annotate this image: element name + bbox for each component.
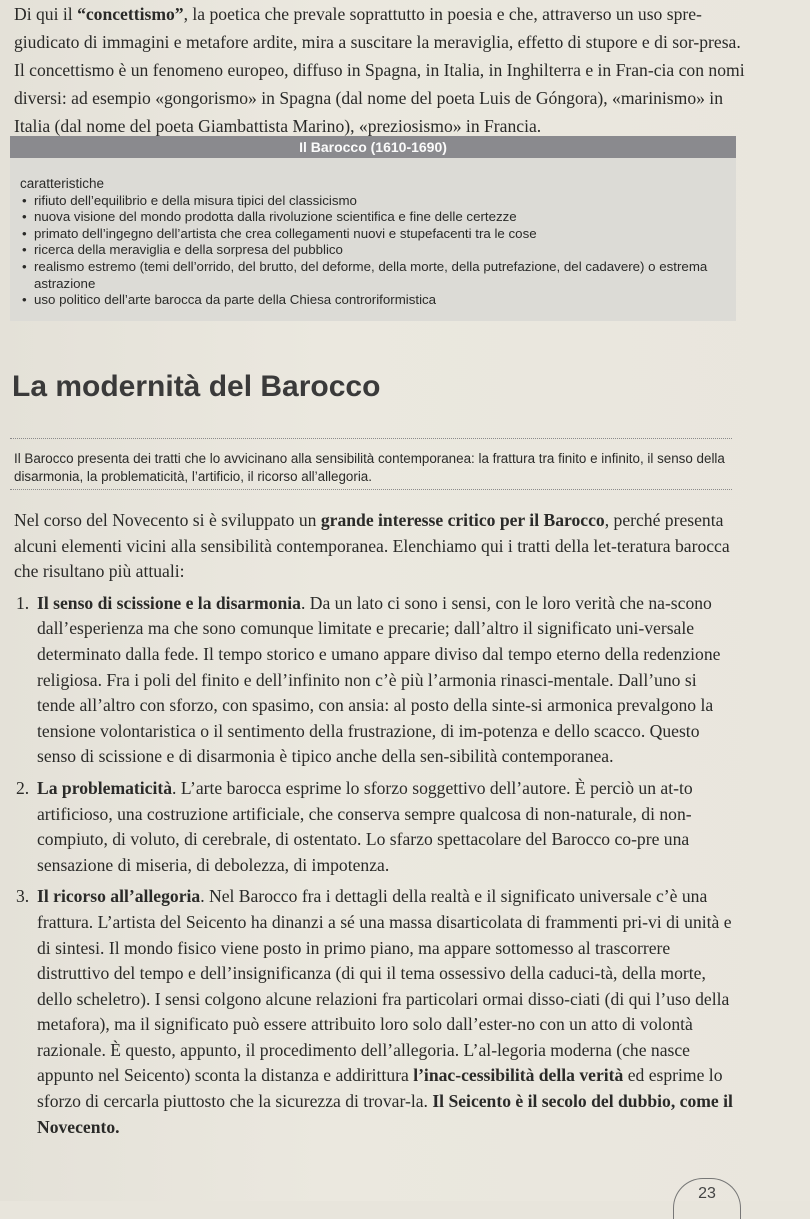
barocco-box xyxy=(10,136,736,321)
body-bold: grande interesse critico per il Barocco xyxy=(320,510,605,530)
item-title: Il senso di scissione e la disarmonia xyxy=(37,592,301,613)
item-bold: Il Seicento è il secolo del dubbio, come il Novecento. xyxy=(37,1091,733,1137)
list-item: • ricerca della meraviglia e della sorpresa del pubblico xyxy=(20,242,724,259)
list-item-3 xyxy=(14,884,736,1140)
intro-term: “concettismo” xyxy=(77,4,184,24)
intro-text-cont: , la poetica che prevale soprattutto in poesia e che, attraverso un uso spre-giudicato di immagini e metafore ardite, mira a suscitare la meraviglia, effetto di stupore e di sor-presa. Il concettismo è un fenomeno europeo, diffuso in Spagna, in Italia, in Inghilterra e in Fran-cia con nomi diversi: ad esempio «gongorismo» in Spagna (dal nome del poeta Luis de Góngora), «marinismo» in Italia (dal nome del poeta Giambattista Marino), «preziosismo» in Francia. xyxy=(14,4,745,136)
item-text: ed esprime lo sforzo di cercarla piuttosto che la sicurezza di trovar-la. xyxy=(37,1065,723,1112)
item-title: Il ricorso all’allegoria xyxy=(37,886,201,907)
item-number: 2. xyxy=(16,777,30,798)
list-item: • primato dell’ingegno dell’artista che crea collegamenti nuovi e stupefacenti tra le cose xyxy=(20,226,724,243)
box-title: Il Barocco (1610-1690) xyxy=(10,136,736,158)
item-number: 1. xyxy=(16,592,30,613)
body-text-part: , perché presenta alcuni elementi vicini alla sensibilità contemporanea. Elenchiamo qui i tratti della let-teratura barocca che risultano più attuali: xyxy=(14,510,730,582)
intro-text: Di qui il xyxy=(14,4,78,24)
characteristics-list xyxy=(20,193,724,309)
item-title: La problematicità xyxy=(37,777,173,798)
list-item: • realismo estremo (temi dell’orrido, del brutto, del deforme, della morte, della putrefazione, del cadavere) o estrema astrazione xyxy=(20,259,724,292)
item-text: . Nel Barocco fra i dettagli della realtà e il significato universale c’è una frattura. L’artista del Seicento ha dinanzi a sé una massa disarticolata di frammenti pri-vi di unità e di sintesi. Il mondo fisico viene posto in primo piano, ma appare sottomesso al trascorrere distruttivo del tempo e dell’insignificanza (di qui il tema ossessivo della caduci-tà, della morte, dello scheletro). I sensi colgono alcune relazioni fra particolari ormai disso-ciati (di qui l’uso della metafora), ma il significato può essere attribuito loro solo dall’ester-no con un atto di volontà razionale. È questo, appunto, il procedimento dell’allegoria. L’al-legoria moderna (che nasce appunto nel Seicento) sconta la distanza e addirittura xyxy=(37,886,732,1086)
page-number: 23 xyxy=(673,1178,741,1219)
dotted-divider xyxy=(10,438,732,439)
item-text: . Da un lato ci sono i sensi, con le loro verità che na-scono dall’esperienza ma che sono comunque limitate e precarie; dall’altro il significato uni-versale determinato dalla fede. Il tempo storico e umano appare diviso dal tempo eterno della redenzione religiosa. Fra i poli del finito e dell’infinito non c’è più l’armonia rinasci-mentale. Dall’uno si tende all’altro con sforzo, con spasimo, con ansia: al posto della sinte-si armonica prevalgono la tensione volontaristica o il sentimento della frustrazione, di im-potenza e dello scacco. Questo senso di scissione e di disarmonia è tipico anche della sen-sibilità contemporanea. xyxy=(37,592,721,767)
body-paragraph xyxy=(14,508,736,585)
body-text xyxy=(14,508,736,1140)
list-item: • rifiuto dell’equilibrio e della misura tipici del classicismo xyxy=(20,193,724,210)
item-number: 3. xyxy=(16,886,30,907)
list-item-2 xyxy=(14,776,736,878)
list-item-1 xyxy=(14,591,736,770)
item-bold: l’inac-cessibilità della verità xyxy=(413,1065,624,1086)
box-caption: caratteristiche xyxy=(20,176,105,191)
list-item: • nuova visione del mondo prodotta dalla rivoluzione scientifica e fine delle certezze xyxy=(20,209,724,226)
box-body xyxy=(10,158,736,321)
item-text: . L’arte barocca esprime lo sforzo soggettivo dell’autore. È perciò un at-to artificioso, una costruzione artificiale, che conserva sempre qualcosa di non-naturale, di non-compiuto, di voluto, di cerebrale, di ostentato. Lo sfarzo spettacolare del Barocco co-pre una sensazione di miseria, di debolezza, di impotenza. xyxy=(37,777,693,875)
section-summary: Il Barocco presenta dei tratti che lo avvicinano alla sensibilità contemporanea: la frattura tra finito e infinito, il senso della disarmonia, la problematicità, l’artificio, il ricorso all’allegoria. xyxy=(14,451,725,484)
section-heading: La modernità del Barocco xyxy=(12,370,381,403)
list-item: • uso politico dell’arte barocca da parte della Chiesa controriformistica xyxy=(20,292,724,309)
body-text-part: Nel corso del Novecento si è sviluppato un xyxy=(14,510,321,530)
intro-paragraph xyxy=(14,0,754,140)
dotted-divider xyxy=(10,489,732,490)
